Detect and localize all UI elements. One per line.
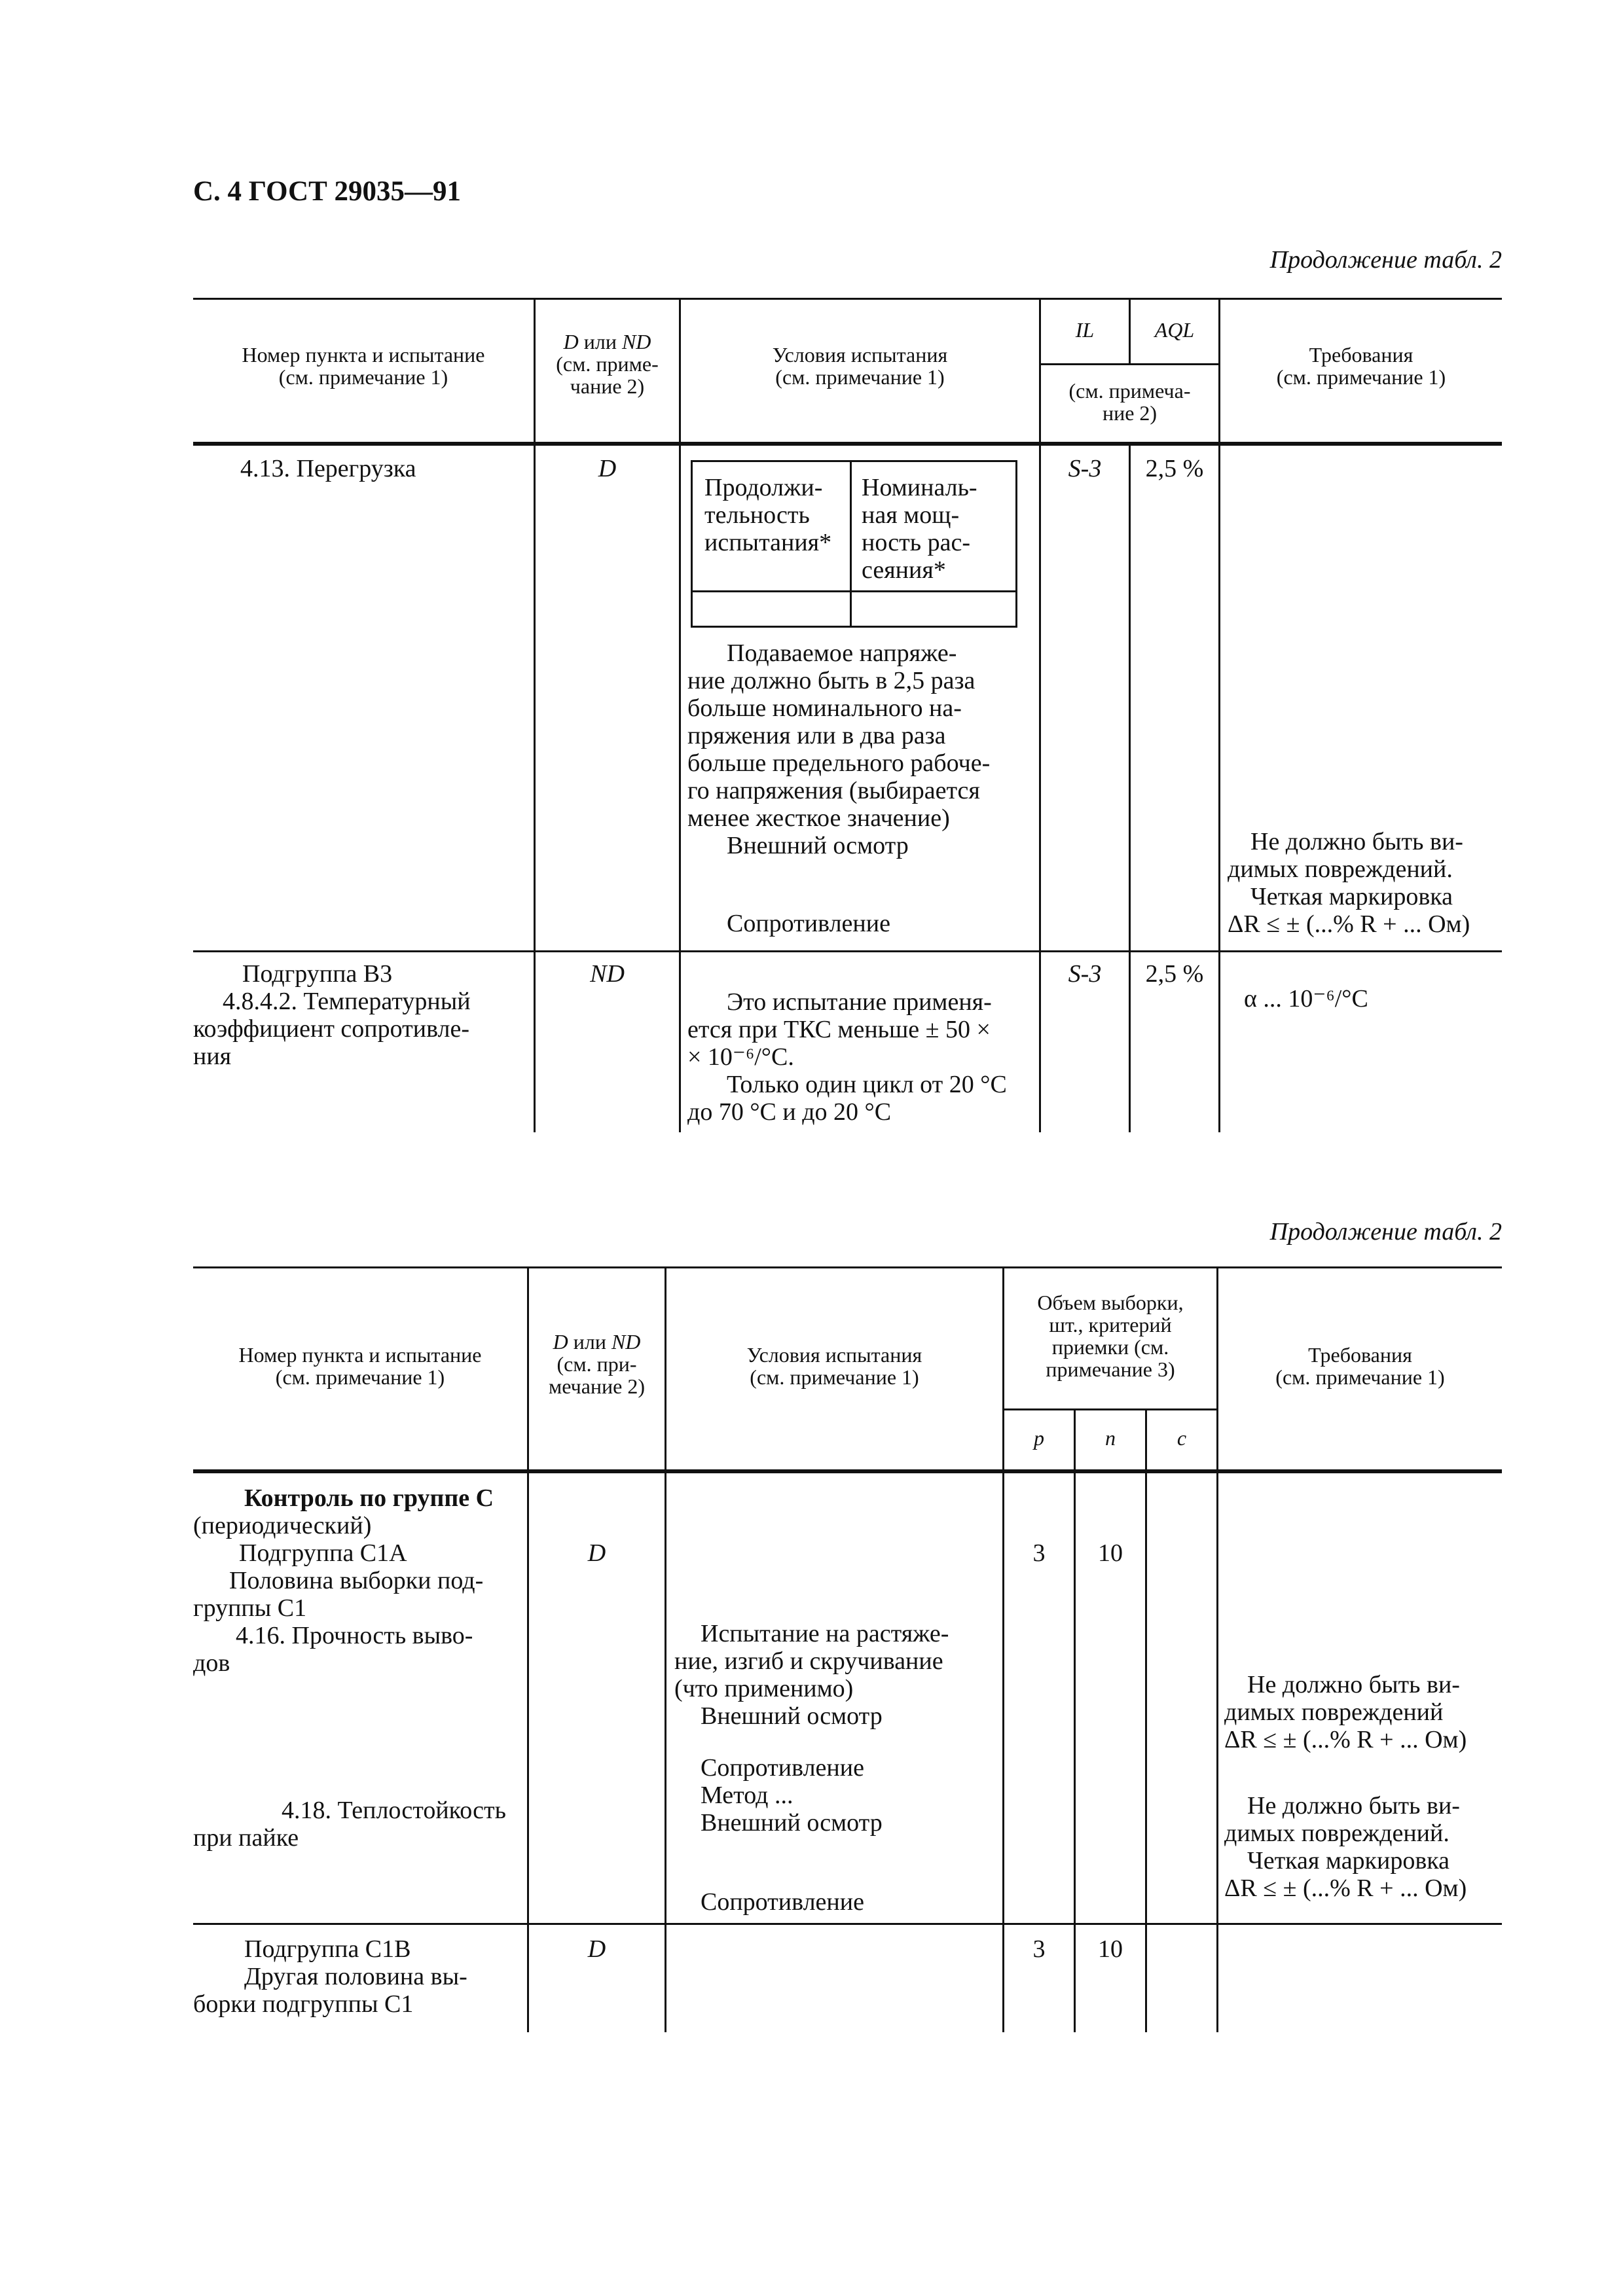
table1-row2-conditions: Это испытание применя- ется при ТКС меньше ± 50 × × 10⁻⁶/°С. Только один цикл от 20 °С до 70 °С и до 20 °С	[687, 988, 1007, 1126]
table2-row2-n: 10	[1098, 1935, 1123, 1963]
inner-table-h1: Продолжи- тельность испытания*	[704, 474, 832, 556]
table2-sample-subrule	[1002, 1408, 1216, 1410]
table1-row1-conditions: Подаваемое напряже- ние должно быть в 2,5 раза больше номинального на- пряжения или в два раза больше предельного рабоче- го напряжения (выбирается менее жесткое значение) Внешний осмотр	[687, 639, 991, 859]
table1-row1-requirements: Не должно быть ви- димых повреждений. Четкая маркировка ΔR ≤ ± (...% R + ... Ом)	[1228, 828, 1470, 938]
table2-row1-dnd: D	[587, 1539, 606, 1567]
table1-vline-4	[1129, 442, 1131, 1132]
table1-header-requirements: Требования (см. примечание 1)	[1276, 343, 1446, 389]
inner-table-hline	[693, 590, 1015, 592]
table1-row1-inner-table	[691, 460, 1017, 628]
table1-row1-aql: 2,5 %	[1145, 455, 1204, 482]
table1-continuation: Продолжение табл. 2	[1269, 246, 1502, 274]
table1	[193, 298, 1502, 1132]
table2-row1-requirements: Не должно быть ви- димых повреждений ΔR ≤ ± (...% R + ... Ом)	[1224, 1671, 1467, 1753]
table1-header-il: IL	[1075, 318, 1095, 342]
table2-vline-3	[1002, 1266, 1004, 2032]
table2-row1-conditions: Испытание на растяже- ние, изгиб и скручивание (что применимо) Внешний осмотр	[674, 1620, 949, 1730]
table1-vline-5	[1218, 298, 1220, 1132]
table2-header-rule	[193, 1469, 1502, 1473]
table1-header-dnd: D или ND (см. приме- чание 2)	[556, 330, 659, 398]
table2-row1-item-418: 4.18. Теплостойкость при пайке	[193, 1797, 506, 1852]
table2-row1-p: 3	[1032, 1539, 1046, 1567]
table2-row1-group-title: Контроль по группе С	[244, 1484, 494, 1512]
page-header: С. 4 ГОСТ 29035—91	[193, 176, 462, 207]
table2-header-item: Номер пункта и испытание (см. примечание 1)	[238, 1343, 482, 1389]
table2-header-conditions: Условия испытания (см. примечание 1)	[746, 1343, 922, 1389]
table1-header-il-aql-note: (см. примеча- ние 2)	[1068, 379, 1191, 425]
table1-top-rule	[193, 298, 1502, 300]
inner-table-vline	[850, 462, 852, 626]
table1-row1-item: 4.13. Перегрузка	[240, 455, 416, 482]
table2-row2-item: Подгруппа С1В Другая половина вы- борки подгруппы С1	[193, 1935, 467, 2018]
table2-row2-dnd: D	[587, 1935, 606, 1963]
table2-header-sample: Объем выборки, шт., критерий приемки (см. примечание 3)	[1037, 1291, 1184, 1381]
table2	[193, 1266, 1502, 2032]
table1-header-conditions: Условия испытания (см. примечание 1)	[772, 343, 948, 389]
table1-header-rule	[193, 442, 1502, 446]
table1-header-item: Номер пункта и испытание (см. примечание 1)	[242, 343, 485, 389]
table2-row1-requirements-2: Не должно быть ви- димых повреждений. Четкая маркировка ΔR ≤ ± (...% R + ... Ом)	[1224, 1792, 1467, 1902]
table1-row-divider	[193, 950, 1502, 952]
table2-header-n: n	[1105, 1426, 1116, 1450]
table2-header-p: p	[1034, 1426, 1044, 1450]
table1-row2-item: Подгруппа В3 4.8.4.2. Температурный коэффициент сопротивле- ния	[193, 960, 471, 1070]
table1-row2-aql: 2,5 %	[1145, 960, 1204, 988]
table2-header-dnd: D или ND (см. при- мечание 2)	[548, 1330, 646, 1398]
table1-row1-resistance: Сопротивление	[727, 910, 890, 937]
table2-continuation: Продолжение табл. 2	[1269, 1218, 1502, 1246]
table1-vline-2	[679, 298, 681, 1132]
table2-vline-5	[1145, 1408, 1147, 2032]
table2-header-requirements: Требования (см. примечание 1)	[1275, 1343, 1445, 1389]
table2-header-c: c	[1176, 1426, 1187, 1450]
table2-row1-conditions-3: Сопротивление	[701, 1888, 864, 1916]
table1-row1-dnd: D	[598, 455, 617, 482]
table1-header-aql: AQL	[1154, 318, 1195, 342]
table2-row1-n: 10	[1098, 1539, 1123, 1567]
table1-row2-dnd: ND	[590, 960, 625, 988]
table1-il-aql-subrule	[1039, 363, 1218, 365]
table2-row1-item: (периодический) Подгруппа С1А Половина выборки под- группы С1 4.16. Прочность выво- дов	[193, 1512, 484, 1677]
table1-row2-requirements: α ... 10⁻⁶/°С	[1244, 985, 1368, 1013]
inner-table-h2: Номиналь- ная мощ- ность рас- сеяния*	[862, 474, 977, 584]
table1-row1-il: S-3	[1068, 455, 1102, 482]
table2-top-rule	[193, 1266, 1502, 1268]
table1-row2-il: S-3	[1068, 960, 1102, 988]
table2-row1-conditions-2: Сопротивление Метод ... Внешний осмотр	[701, 1754, 883, 1837]
table2-row-divider	[193, 1923, 1502, 1925]
table1-vline-1	[534, 298, 536, 1132]
table2-row2-p: 3	[1032, 1935, 1046, 1963]
